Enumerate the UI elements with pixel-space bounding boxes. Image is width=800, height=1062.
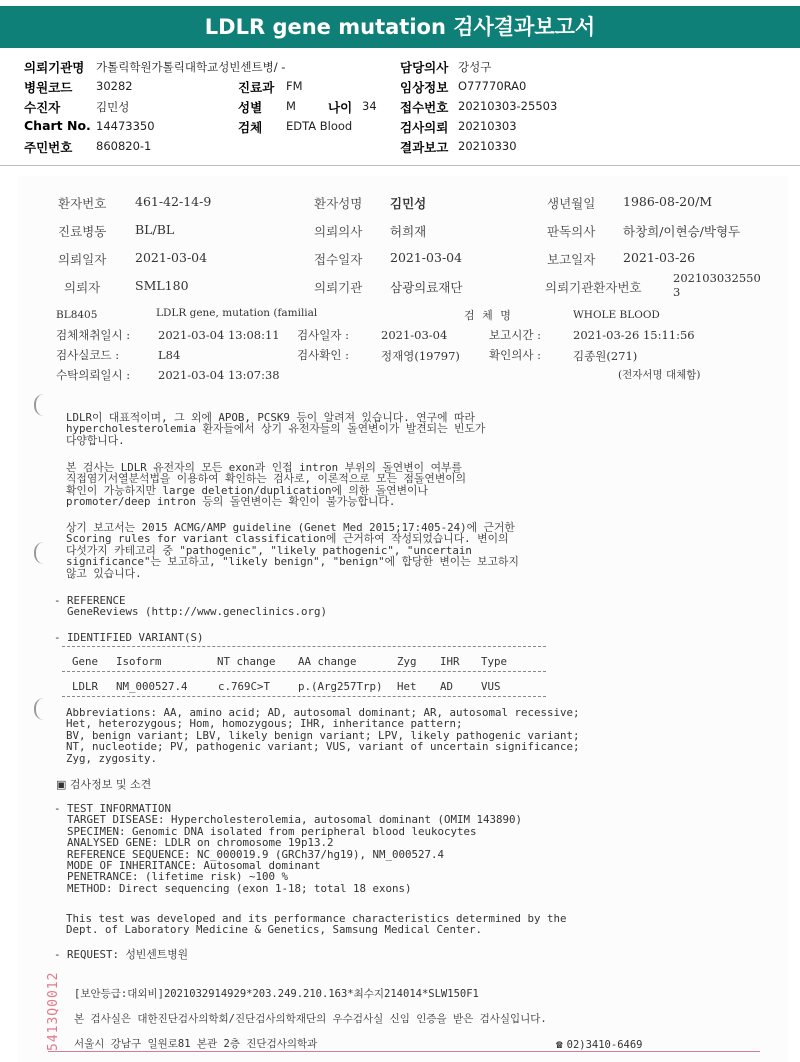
punch-mark [34,698,44,720]
col-nt-change: NT change [217,655,276,668]
hospital-code-value: 30282 [96,79,133,93]
method-paragraph: 본 검사는 LDLR 유전자의 모든 exon과 인접 intron 부위의 돌연변이 여부를 직접염기서열분석법을 이용하여 확인하는 검사로, 이론적으로 모든 점돌연변이의 확인이 가능하지만 large deletion/duplication에 의한 돌연변이나 promoter/deep intron 등의 돌연변이는 확인이 불가능합니다. [66,461,467,509]
ward-value: BL/BL [135,222,175,237]
patient-no-value: 461-42-14-9 [135,194,212,209]
dept-value: FM [286,79,303,93]
physician-value: 강성구 [458,60,492,74]
phone-line [556,1039,642,1051]
institution-value: 가톨릭학원가톨릭대학교성빈센트병/ - [96,60,286,74]
patient-value: 김민성 [96,100,130,114]
verify-label: 확인의사 : [489,348,541,362]
chart-no-value: 14473350 [96,119,155,133]
resident-no-label: 주민번호 [24,140,73,155]
test-information: - TEST INFORMATION TARGET DISEASE: Hypercholesterolemia, autosomal dominant (OMIM 143890) SPECIMEN: Genomic DNA isolated from peripheral blood leukocytes ANALYSED GENE: LDLR on chromosome 19p13.2 REFERENCE SEQUENCE: NC_000019.9 (GRCh37/hg19), NM_000527.4 MODE OF INHERITANCE: Autosomal dominant PENETRANCE: (lifetime risk) ~100 % METHOD: Direct sequencing (exon 1-18; total 18 exons) [54,802,523,895]
dept-label: 진료과 [238,80,275,95]
report-time-value: 2021-03-26 15:11:56 [573,328,695,342]
phone-number: 02)3410-6469 [566,1039,643,1051]
specimen-name-value: WHOLE BLOOD [573,309,660,321]
cell-type: VUS [481,680,501,693]
test-date-value: 2021-03-04 [381,328,448,342]
table-rule-mid [62,671,546,672]
col-isoform: Isoform [116,655,162,668]
institution-patient-no-label: 의뢰기관환자번호 [545,280,642,295]
report-time-label: 보고시간 : [489,328,541,342]
accession-value: 20210303-25503 [458,99,558,113]
age-label: 나이 [328,100,353,115]
reference-section: - REFERENCE GeneReviews (http://www.geneclinics.org) [54,594,328,619]
address-line: 서울시 강남구 일원로81 본관 2층 진단검사의학과 [74,1038,318,1050]
specimen-name-label: 검 체 명 [464,309,513,322]
request-line: - REQUEST: 성빈센트병원 [54,948,189,961]
request-date-label: 검사의뢰 [400,120,449,135]
col-ihr: IHR [440,655,460,668]
punch-mark [34,394,44,416]
reading-doctor-label: 판독의사 [547,224,596,239]
security-line: [보안등급:대외비]2021032914929*203.249.210.163*최수지214014*SLW150F1 [74,988,479,1000]
institution-label: 의뢰기관명 [24,60,85,75]
ward-label: 진료병동 [58,224,107,239]
vertical-stamp-number: 5413Q0012 [46,971,61,1051]
order-date-value: 2021-03-04 [135,250,208,265]
identified-variants-title: - IDENTIFIED VARIANT(S) [54,631,204,644]
physician-label: 담당의사 [400,60,449,75]
chart-no-label: Chart No. [24,118,91,133]
col-aa-change: AA change [298,655,357,668]
cell-gene: LDLR [72,680,99,693]
patient-no-label: 환자번호 [58,196,107,211]
confirm-label: 검사확인 : [297,348,349,362]
clinical-info-value: O77770RA0 [458,79,527,93]
institution-label-2: 의뢰기관 [314,280,363,295]
specimen-label: 검체 [238,120,263,135]
hospital-code-label: 병원코드 [24,80,73,95]
consign-label: 수탁의뢰일시 : [56,368,131,382]
col-gene: Gene [72,655,99,668]
development-note: This test was developed and its performance characteristics determined by the Dept. of Laboratory Medicine & Genetics, Samsung Medical Center. [66,912,567,937]
report-date-label: 결과보고 [400,140,449,155]
institution-patient-no-value: 202103032550 [673,271,761,285]
confirm-value: 정재영(19797) [381,349,460,363]
lab-code-value: L84 [158,348,181,362]
col-type: Type [481,655,508,668]
requester-value: SML180 [135,278,189,293]
requester-label: 의뢰자 [64,280,101,295]
collected-value: 2021-03-04 13:08:11 [158,328,280,342]
report-day-label: 보고일자 [547,252,596,267]
ordering-doctor-value: 허희재 [390,224,427,239]
guideline-paragraph: 상기 보고서는 2015 ACMG/AMP guideline (Genet Med 2015;17:405-24)에 근거한 Scoring rules for variant classification에 근거하여 작성되었습니다. 변이의 다섯가지 카테고리 중 "pathogenic", "likely pathogenic", "uncertain significance"는 보고하고, "likely benign", "benign"에 합당한 변이는 보고하지 않고 있습니다. [66,521,519,580]
sex-label: 성별 [238,100,263,115]
table-rule-bottom [62,696,546,697]
test-date-label: 검사일자 : [297,328,349,342]
resident-no-value: 860820-1 [96,139,152,153]
birth-value: 1986-08-20/M [623,194,713,209]
cell-zyg: Het [397,680,417,693]
patient-name-value: 김민성 [390,196,427,211]
report-title: LDLR gene mutation 검사결과보고서 [0,6,800,48]
age-value: 34 [362,99,377,113]
signature-note: (전자서명 대체함) [618,369,701,381]
institution-value-2: 삼광의료재단 [390,280,463,295]
patient-label: 수진자 [24,100,61,115]
clinical-info-label: 임상정보 [400,80,449,95]
faxed-report [18,176,788,1062]
section-title: ▣ 검사정보 및 소견 [56,778,152,791]
cell-isoform: NM_000527.4 [116,680,188,693]
telephone-icon: ☎ [556,1038,563,1051]
cell-aa-change: p.(Arg257Trp) [298,680,383,693]
accession-label: 접수번호 [400,100,449,115]
certification-line: 본 검사실은 대한진단검사의학회/진단검사의학재단의 우수검사실 신임 인증을 받은 검사실입니다. [74,1013,547,1025]
reading-doctor-value: 하창희/이현승/박형두 [623,224,741,239]
order-date-label: 의뢰일자 [58,252,107,267]
receipt-date-value: 2021-03-04 [390,250,463,265]
cell-ihr: AD [440,680,454,693]
order-header [0,50,800,166]
table-rule-top [62,646,546,647]
cell-nt-change: c.769C>T [218,680,271,693]
intro-paragraph: LDLR이 대표적이며, 그 외에 APOB, PCSK9 등이 알려져 있습니다. 연구에 따라 hypercholesterolemia 환자들에서 상기 유전자들의 돌연변이가 발견되는 빈도가 다양합니다. [66,411,486,447]
lab-code-label: 검사실코드 : [56,348,120,362]
test-name: LDLR gene, mutation (familial [156,307,318,319]
ordering-doctor-label: 의뢰의사 [314,224,363,239]
request-date-value: 20210303 [458,119,517,133]
collected-label: 검체채취일시 : [56,328,131,342]
report-day-value: 2021-03-26 [623,250,696,265]
birth-label: 생년월일 [547,196,596,211]
specimen-value: EDTA Blood [286,119,353,133]
institution-patient-no-suffix: 3 [673,285,681,299]
punch-mark [34,542,44,564]
receipt-date-label: 접수일자 [314,252,363,267]
footer-pink-rule [48,1051,760,1052]
col-zyg: Zyg [397,655,417,668]
report-date-value: 20210330 [458,139,517,153]
consign-value: 2021-03-04 13:07:38 [158,368,280,382]
test-code: BL8405 [56,309,98,321]
abbreviations: Abbreviations: AA, amino acid; AD, autosomal dominant; AR, autosomal recessive; Het, heterozygous; Hom, homozygous; IHR, inheritance pattern; BV, benign variant; LBV, likely benign variant; LPV, likely pathogenic variant; NT, nucleotide; PV, pathogenic variant; VUS, variant of uncertain significance; Zyg, zygosity. [66,706,580,765]
sex-value: M [286,99,296,113]
verify-value: 김종원(271) [573,349,638,363]
patient-name-label: 환자성명 [314,196,363,211]
